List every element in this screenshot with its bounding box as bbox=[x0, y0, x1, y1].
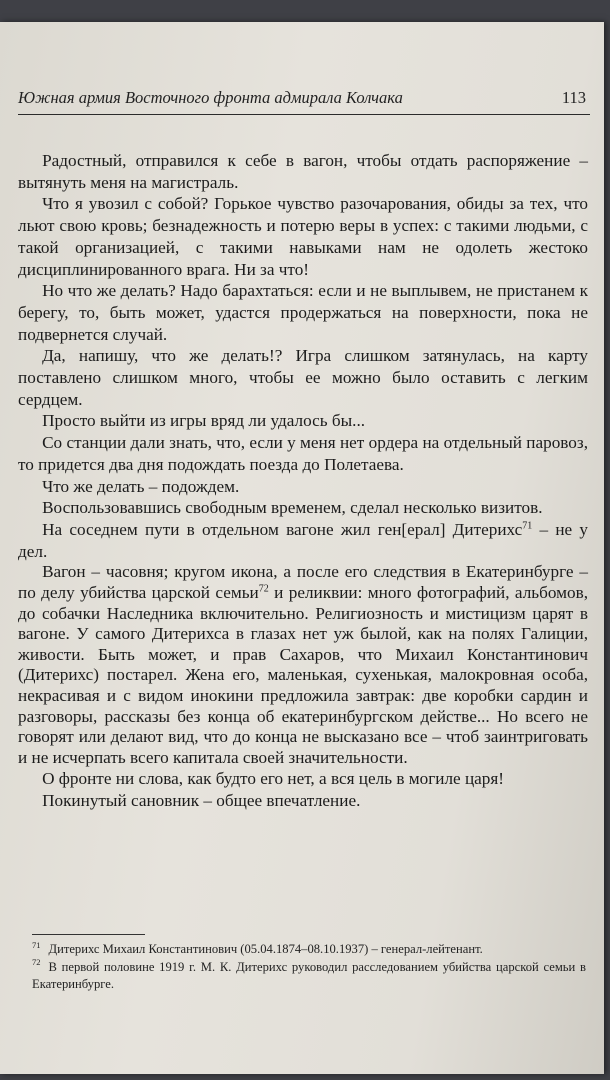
paragraph: О фронте ни слова, как будто его нет, а вся цель в могиле царя! bbox=[42, 769, 505, 789]
paragraph: Вагон – часовня; кругом икона, а после его следствия в Екатеринбурге – по делу убийства царской семьи$^{72}$ и реликвии: много фотографий, альбомов, до собачки Наследника включительно. Религиозность и мистицизм царят в вагоне. У самого Дитерихса в глазах нет уж былой, как на полях Галиции, живости. Быть может, и прав Сахаров, что Михаил Константинович (Дитерихс) постарел. Жена его, маленькая, сухенькая, малокровная особа, некрасивая и с видом инокини предложила завтрак: две коробки сардин и разговоры, рассказы без конца об екатеринбургском действе... Но всего не говорят или делают вид, что до конца не высказано все – чтоб заинтриговать и не исчерпать всего капитала своей значительности. bbox=[18, 562, 588, 767]
running-header bbox=[18, 80, 590, 115]
paragraph: Что же делать – подождем. bbox=[42, 476, 240, 496]
footnote-ref[interactable]: 72 bbox=[258, 583, 269, 595]
footnote: $^{72}$ В первой половине 1919 г. М. К. Дитерихс руководил расследованием убийства царской семьи в Екатеринбурге. bbox=[32, 957, 586, 991]
paragraph: Да, напишу, что же делать!? Игра слишком затянулась, на карту поставлено слишком много, чтобы ее можно было оставить с легким сердцем. bbox=[18, 346, 588, 409]
running-title: Южная армия Восточного фронта адмирала Колчака bbox=[18, 88, 403, 107]
footnote-divider bbox=[32, 934, 145, 935]
footnote-ref[interactable]: 71 bbox=[522, 520, 533, 532]
footnote-number: 71 bbox=[32, 939, 41, 950]
paragraph: Что я увозил с собой? Горькое чувство разочарования, обиды за тех, что льют свою кровь; безнадежность и потерю веры в успех: с такими людьми, с такой организацией, с такими навыками нам не одолеть жестоко дисциплинированного врага. Ни за что! bbox=[18, 194, 588, 279]
footnote-number: 72 bbox=[32, 957, 41, 968]
paragraph: Покинутый сановник – общее впечатление. bbox=[42, 791, 361, 810]
paragraph: Воспользовавшись свободным временем, сделал несколько визитов. bbox=[42, 498, 543, 518]
body-text bbox=[18, 150, 588, 812]
book-page bbox=[0, 22, 604, 1074]
paragraph: Со станции дали знать, что, если у меня нет ордера на отдельный паровоз, то придется два дня подождать поезда до Полетаева. bbox=[18, 433, 588, 474]
paragraph: Просто выйти из игры вряд ли удалось бы... bbox=[42, 411, 366, 431]
footnotes bbox=[32, 941, 586, 994]
paragraph: Но что же делать? Надо барахтаться: если и не выплывем, не пристанем к берегу, то, быть может, удастся продержаться на поверхности, пока не подвернется случай. bbox=[18, 281, 588, 344]
paragraph: На соседнем пути в отдельном вагоне жил ген[ерал] Дитерихс$^{71}$ – не у дел. bbox=[18, 519, 589, 561]
page-number: 113 bbox=[561, 88, 586, 107]
paragraph: Радостный, отправился к себе в вагон, чтобы отдать распоряжение – вытянуть меня на магистраль. bbox=[18, 151, 588, 192]
footnote: $^{71}$ Дитерихс Михаил Константинович (05.04.1874–08.10.1937) – генерал-лейтенант. bbox=[32, 939, 483, 956]
